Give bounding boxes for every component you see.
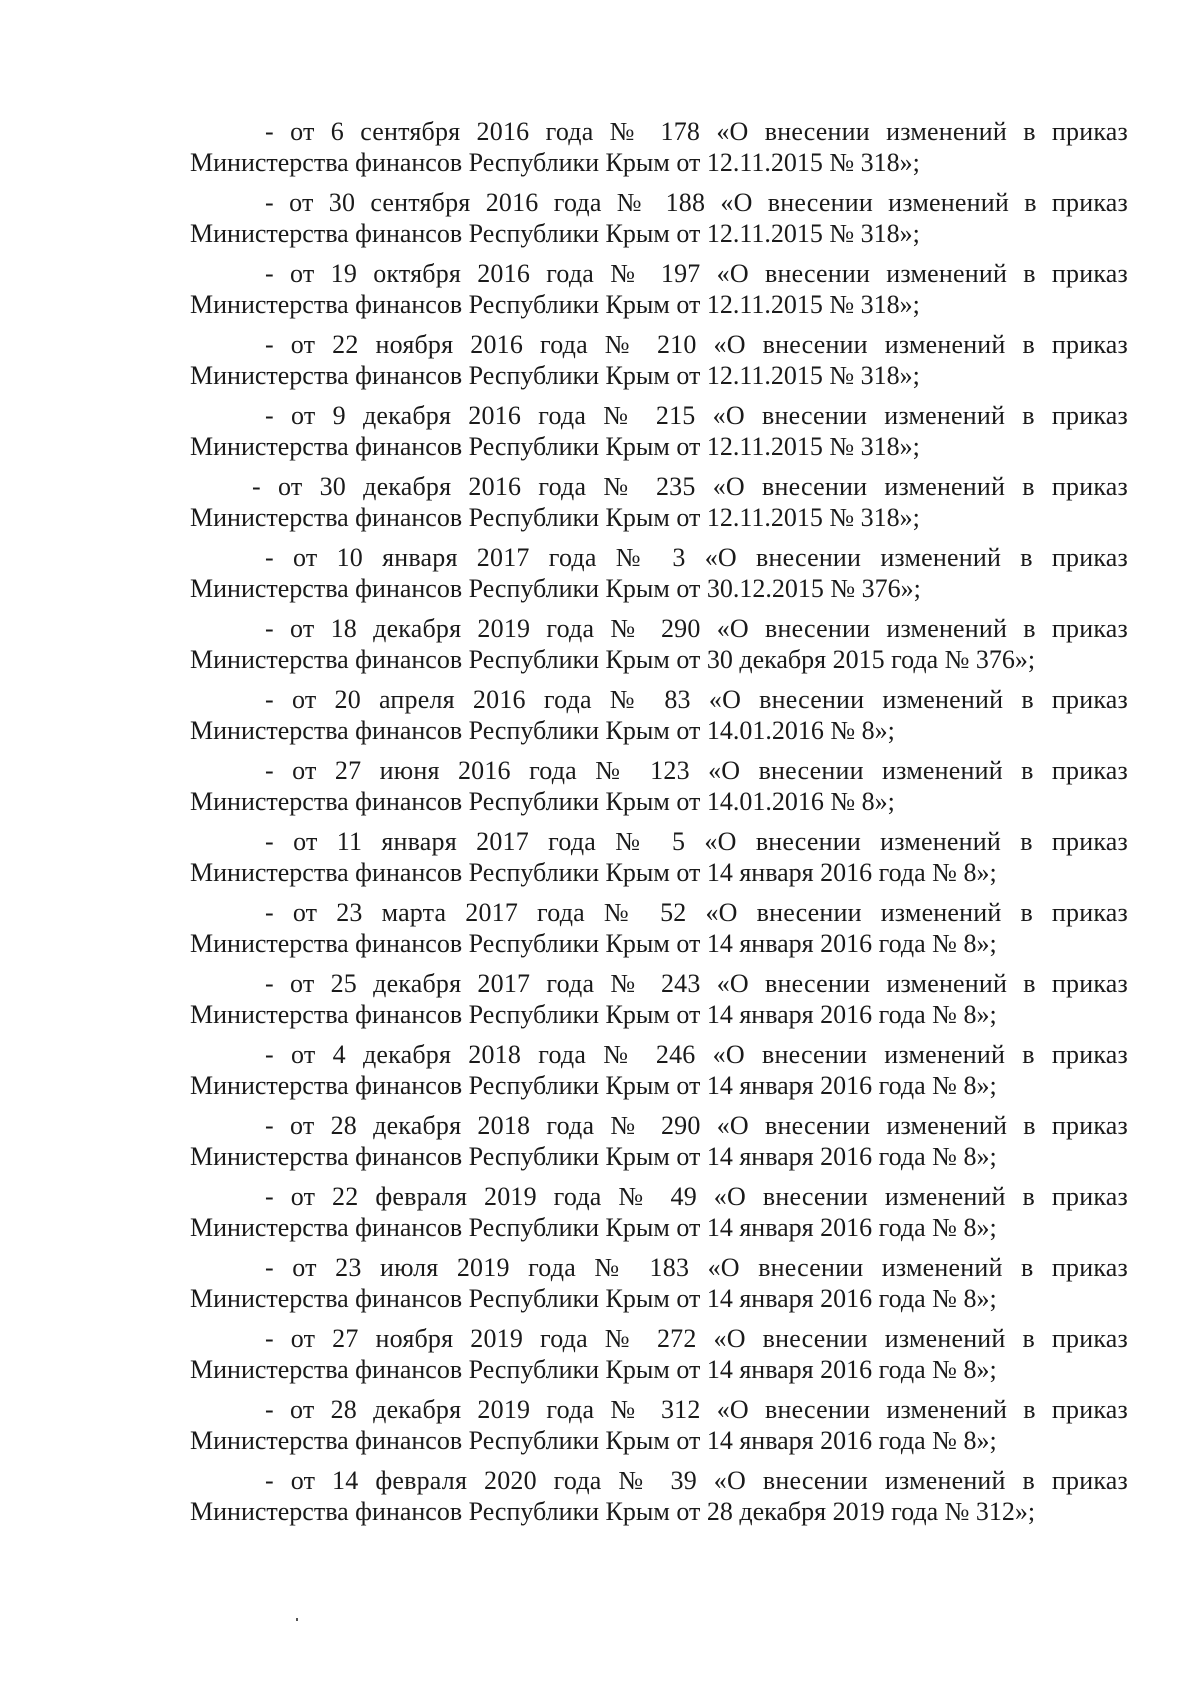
entry-first-line: - от 11 января 2017 года № 5 «О внесении изменений в приказ bbox=[265, 827, 1128, 856]
list-item bbox=[190, 542, 1128, 604]
entry-second-line: Министерства финансов Республики Крым от 12.11.2015 № 318»; bbox=[190, 503, 920, 532]
entry-second-line: Министерства финансов Республики Крым от 14.01.2016 № 8»; bbox=[190, 787, 895, 816]
entry-first-line: - от 4 декабря 2018 года № 246 «О внесении изменений в приказ bbox=[265, 1040, 1128, 1069]
entry-second-line: Министерства финансов Республики Крым от 12.11.2015 № 318»; bbox=[190, 432, 920, 461]
list-item bbox=[190, 826, 1128, 888]
list-item bbox=[190, 755, 1128, 817]
entry-first-line: - от 23 июля 2019 года № 183 «О внесении изменений в приказ bbox=[265, 1253, 1128, 1282]
list-item bbox=[190, 1465, 1128, 1527]
list-item bbox=[190, 1252, 1128, 1314]
entry-second-line: Министерства финансов Республики Крым от 12.11.2015 № 318»; bbox=[190, 219, 920, 248]
list-item bbox=[190, 329, 1128, 391]
entry-second-line: Министерства финансов Республики Крым от 14 января 2016 года № 8»; bbox=[190, 1142, 997, 1171]
entry-second-line: Министерства финансов Республики Крым от 12.11.2015 № 318»; bbox=[190, 361, 920, 390]
entry-first-line: - от 14 февраля 2020 года № 39 «О внесении изменений в приказ bbox=[265, 1466, 1128, 1495]
list-item bbox=[190, 187, 1128, 249]
entry-first-line: - от 22 ноября 2016 года № 210 «О внесении изменений в приказ bbox=[265, 330, 1128, 359]
entry-second-line: Министерства финансов Республики Крым от 14 января 2016 года № 8»; bbox=[190, 1355, 997, 1384]
entry-first-line: - от 27 июня 2016 года № 123 «О внесении изменений в приказ bbox=[265, 756, 1128, 785]
list-item bbox=[190, 613, 1128, 675]
entry-second-line: Министерства финансов Республики Крым от 14 января 2016 года № 8»; bbox=[190, 1000, 997, 1029]
list-item bbox=[190, 1181, 1128, 1243]
entry-second-line: Министерства финансов Республики Крым от 14 января 2016 года № 8»; bbox=[190, 1071, 997, 1100]
list-item bbox=[190, 1394, 1128, 1456]
entry-first-line: - от 19 октября 2016 года № 197 «О внесении изменений в приказ bbox=[265, 259, 1128, 288]
entry-first-line: - от 27 ноября 2019 года № 272 «О внесении изменений в приказ bbox=[265, 1324, 1128, 1353]
entry-second-line: Министерства финансов Республики Крым от 14 января 2016 года № 8»; bbox=[190, 858, 997, 887]
entry-first-line: - от 23 марта 2017 года № 52 «О внесении изменений в приказ bbox=[265, 898, 1128, 927]
entry-first-line: - от 28 декабря 2019 года № 312 «О внесении изменений в приказ bbox=[265, 1395, 1128, 1424]
entry-second-line: Министерства финансов Республики Крым от 30 декабря 2015 года № 376»; bbox=[190, 645, 1036, 674]
entry-second-line: Министерства финансов Республики Крым от 12.11.2015 № 318»; bbox=[190, 290, 920, 319]
entry-second-line: Министерства финансов Республики Крым от 14 января 2016 года № 8»; bbox=[190, 1284, 997, 1313]
entry-first-line: - от 10 января 2017 года № 3 «О внесении изменений в приказ bbox=[265, 543, 1128, 572]
list-item bbox=[190, 116, 1128, 178]
list-item bbox=[190, 400, 1128, 462]
entry-first-line: - от 9 декабря 2016 года № 215 «О внесении изменений в приказ bbox=[265, 401, 1128, 430]
entry-first-line: - от 18 декабря 2019 года № 290 «О внесении изменений в приказ bbox=[265, 614, 1128, 643]
list-item bbox=[190, 968, 1128, 1030]
scan-speck bbox=[296, 1618, 298, 1621]
entry-first-line: - от 30 сентября 2016 года № 188 «О внесении изменений в приказ bbox=[265, 188, 1128, 217]
entry-first-line: - от 20 апреля 2016 года № 83 «О внесении изменений в приказ bbox=[265, 685, 1128, 714]
entry-second-line: Министерства финансов Республики Крым от 28 декабря 2019 года № 312»; bbox=[190, 1497, 1036, 1526]
list-item bbox=[190, 684, 1128, 746]
list-item bbox=[190, 258, 1128, 320]
entry-second-line: Министерства финансов Республики Крым от 30.12.2015 № 376»; bbox=[190, 574, 921, 603]
amendment-list bbox=[190, 116, 1128, 1536]
list-item bbox=[190, 1110, 1128, 1172]
entry-second-line: Министерства финансов Республики Крым от 14.01.2016 № 8»; bbox=[190, 716, 895, 745]
entry-first-line: - от 6 сентября 2016 года № 178 «О внесении изменений в приказ bbox=[265, 117, 1128, 146]
entry-second-line: Министерства финансов Республики Крым от 14 января 2016 года № 8»; bbox=[190, 1426, 997, 1455]
entry-first-line: - от 28 декабря 2018 года № 290 «О внесении изменений в приказ bbox=[265, 1111, 1128, 1140]
entry-second-line: Министерства финансов Республики Крым от 12.11.2015 № 318»; bbox=[190, 148, 920, 177]
list-item bbox=[190, 1039, 1128, 1101]
list-item bbox=[190, 471, 1128, 533]
list-item bbox=[190, 897, 1128, 959]
entry-second-line: Министерства финансов Республики Крым от 14 января 2016 года № 8»; bbox=[190, 1213, 997, 1242]
entry-first-line: - от 30 декабря 2016 года № 235 «О внесении изменений в приказ bbox=[252, 472, 1128, 501]
list-item bbox=[190, 1323, 1128, 1385]
entry-second-line: Министерства финансов Республики Крым от 14 января 2016 года № 8»; bbox=[190, 929, 997, 958]
entry-first-line: - от 22 февраля 2019 года № 49 «О внесении изменений в приказ bbox=[265, 1182, 1128, 1211]
entry-first-line: - от 25 декабря 2017 года № 243 «О внесении изменений в приказ bbox=[265, 969, 1128, 998]
